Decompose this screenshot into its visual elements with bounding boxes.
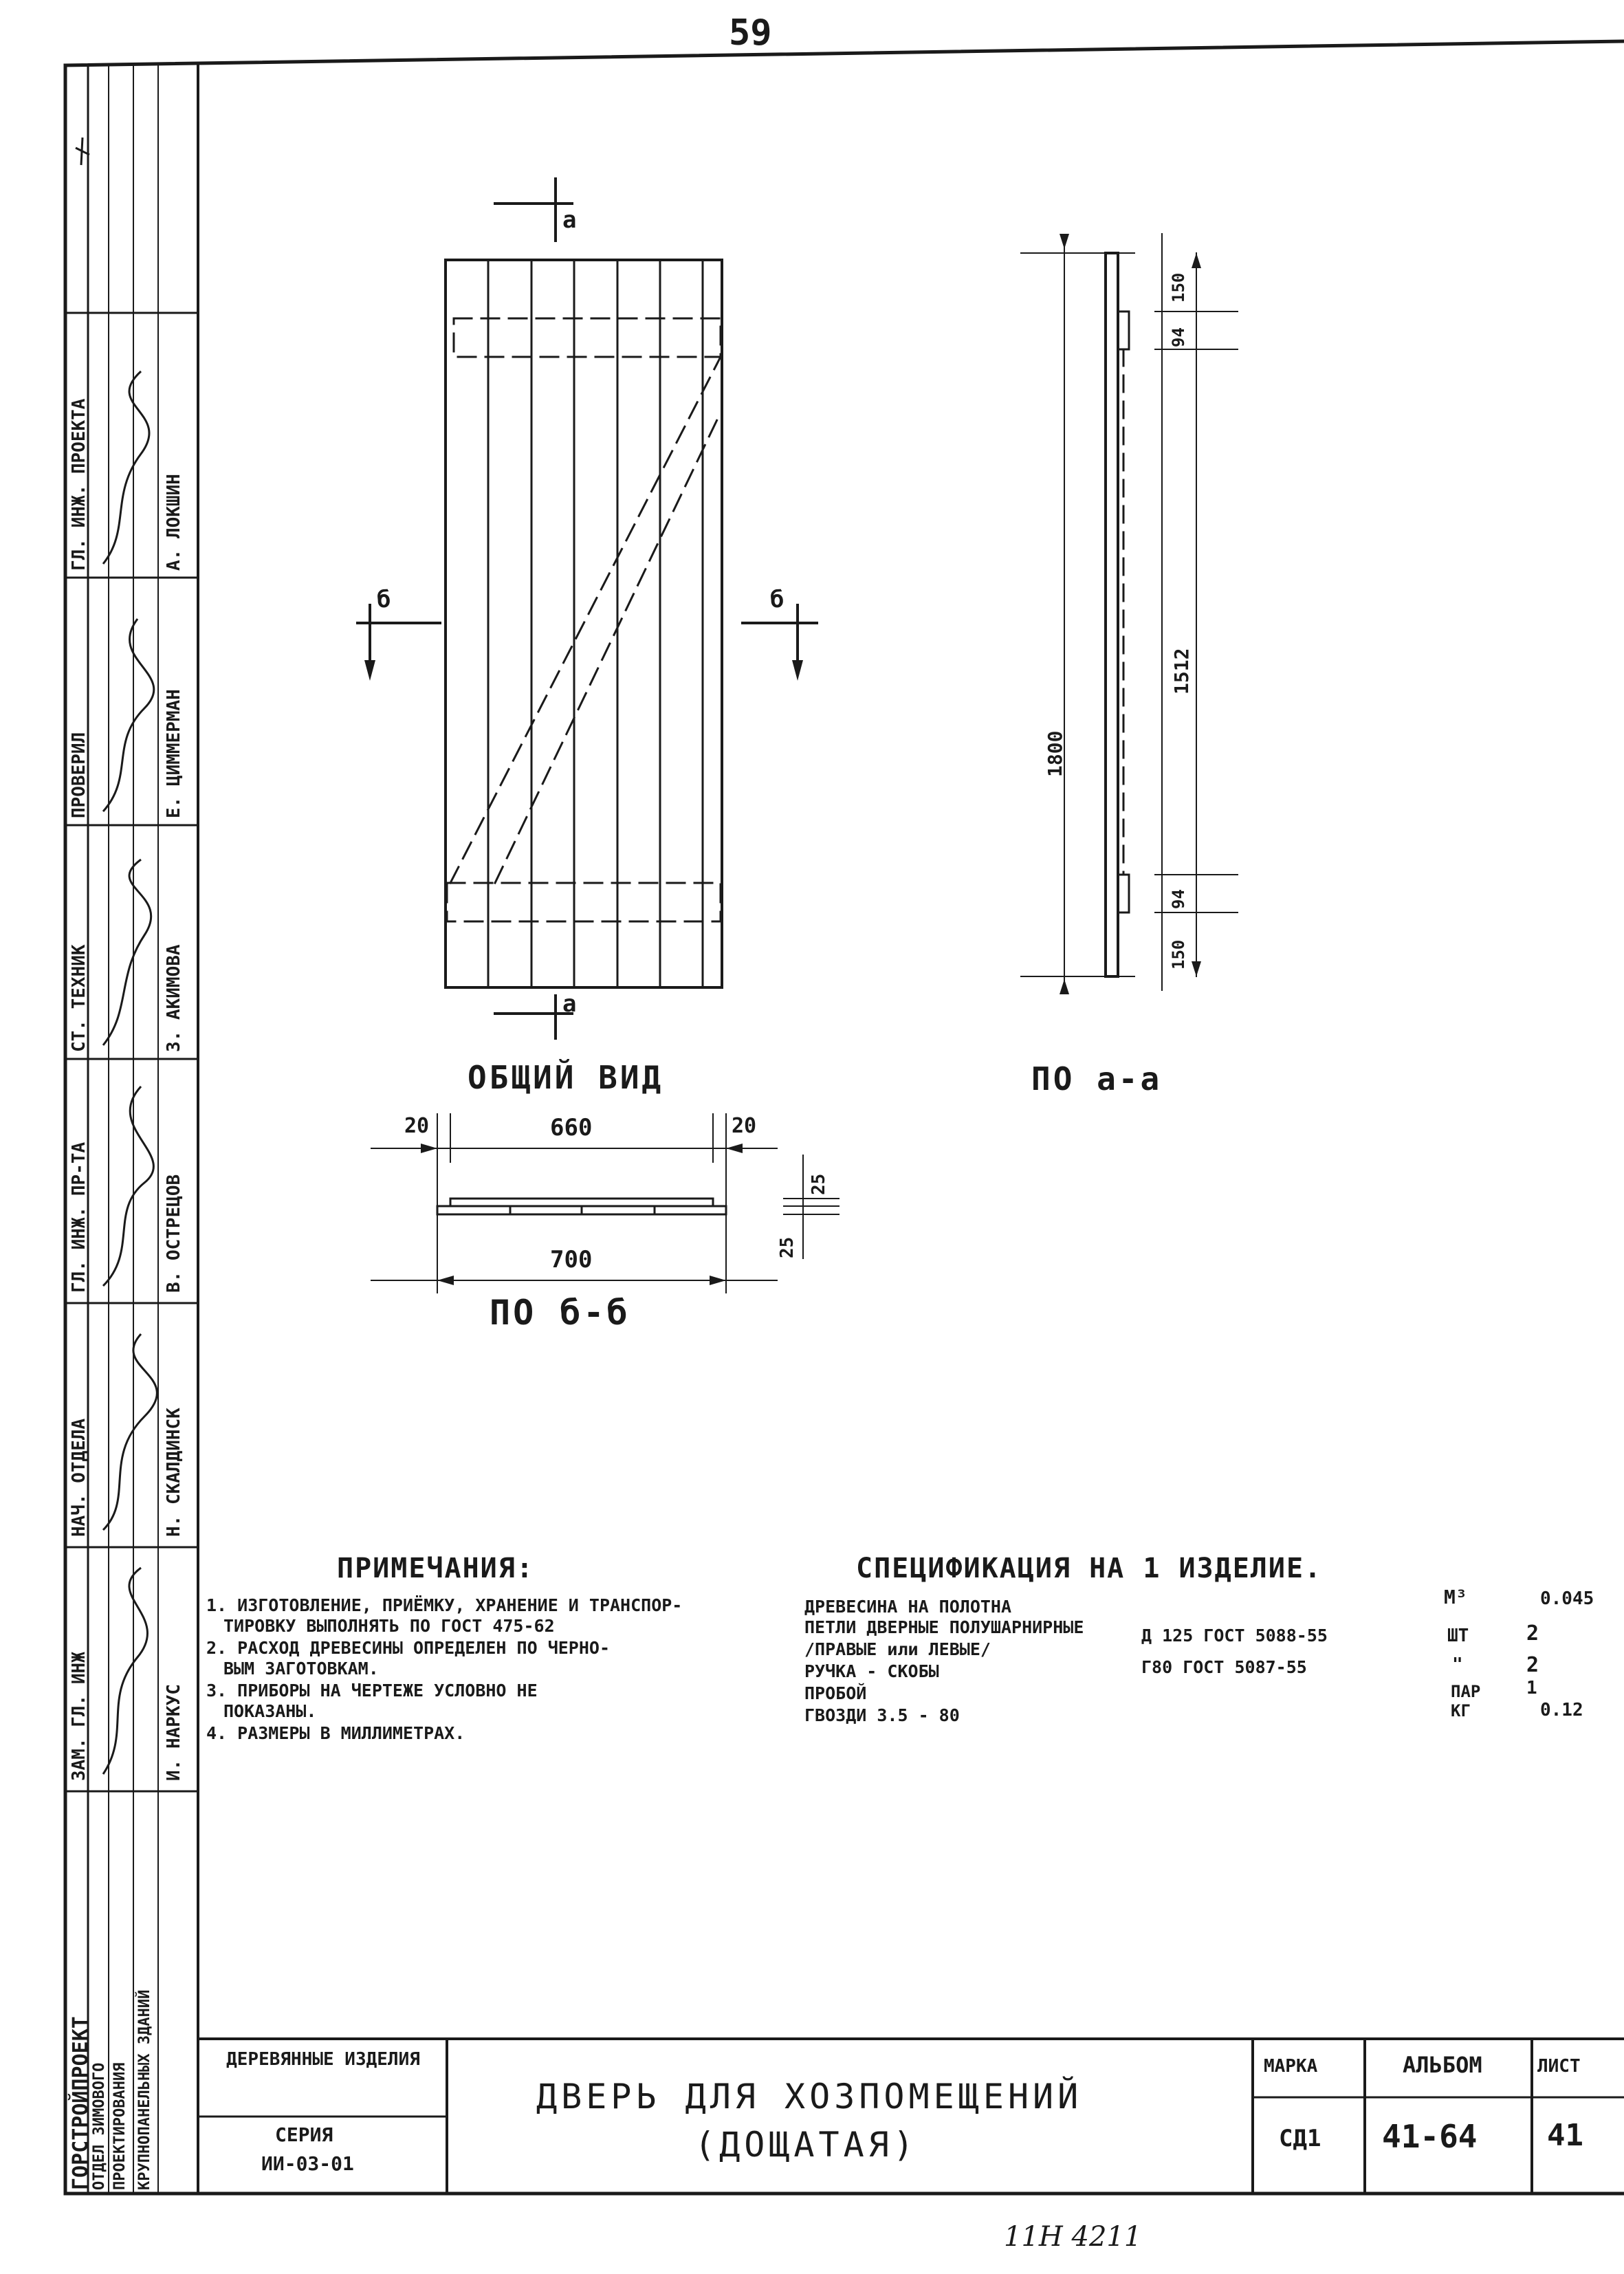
org-line-3: ПРОЕКТИРОВАНИЯ (111, 2062, 129, 2190)
tb-album-label: АЛЬБОМ (1403, 2052, 1482, 2078)
spec-name-5: ПРОБОЙ (804, 1683, 867, 1703)
tb-mark-value: СД1 (1279, 2125, 1321, 2152)
spec-name-6: ГВОЗДИ 3.5 - 80 (804, 1705, 960, 1725)
dim-height-total: 1800 (1044, 730, 1066, 777)
spec-name-1: ДРЕВЕСИНА НА ПОЛОТНА (804, 1597, 1012, 1617)
note-line-2: ТИРОВКУ ВЫПОЛНЯТЬ ПО ГОСТ 475-62 (223, 1616, 555, 1636)
dim-edge-right: 20 (732, 1114, 757, 1138)
note-line-3: 2. РАСХОД ДРЕВЕСИНЫ ОПРЕДЕЛЕН ПО ЧЕРНО- (206, 1638, 610, 1658)
dim-thickness-b: 25 (777, 1236, 798, 1258)
note-line-5: 3. ПРИБОРЫ НА ЧЕРТЕЖЕ УСЛОВНО НЕ (206, 1681, 538, 1701)
role-gl-inzh-prta: ГЛ. ИНЖ. ПР-ТА (69, 1141, 89, 1293)
spec-name-2: ПЕТЛИ ДВЕРНЫЕ ПОЛУШАРНИРНЫЕ (804, 1617, 1084, 1637)
role-st-tehnik: СТ. ТЕХНИК (69, 944, 89, 1052)
tb-sheet-value: 41 (1547, 2118, 1583, 2153)
general-view-title: ОБЩИЙ ВИД (468, 1059, 664, 1096)
name-narkus: И. НАРКУС (164, 1684, 184, 1781)
org-line-4: КРУПНОПАНЕЛЬНЫХ ЗДАНИЙ (136, 1989, 153, 2190)
spec-std-4: Г80 ГОСТ 5087-55 (1141, 1657, 1307, 1677)
dim-total-width: 700 (550, 1246, 593, 1273)
section-b-marker-left: б (377, 586, 391, 613)
tb-series-label: СЕРИЯ (275, 2123, 333, 2146)
page-number: 59 (729, 12, 772, 54)
tb-album-value: 41-64 (1382, 2118, 1478, 2155)
tb-series-value: ИИ-03-01 (261, 2152, 354, 2175)
name-skaldinsk: Н. СКАЛДИНСК (164, 1408, 184, 1537)
spec-title: СПЕЦИФИКАЦИЯ НА 1 ИЗДЕЛИЕ. (856, 1553, 1323, 1584)
section-bb-title: ПО б-б (490, 1293, 630, 1333)
org-line-1: ГОРСТРОЙПРОЕКТ (69, 2016, 93, 2190)
notes-title: ПРИМЕЧАНИЯ: (337, 1553, 534, 1584)
tb-title-line1: ДВЕРЬ ДЛЯ ХОЗПОМЕЩЕНИЙ (536, 2077, 1083, 2117)
note-line-7: 4. РАЗМЕРЫ В МИЛЛИМЕТРАХ. (206, 1723, 465, 1743)
dim-inner-width: 660 (550, 1114, 593, 1141)
dim-edge-left: 20 (404, 1114, 430, 1138)
dim-middle-length: 1512 (1170, 648, 1193, 695)
role-zam-gl-inzh: ЗАМ. ГЛ. ИНЖ (69, 1652, 89, 1781)
role-gl-inzh-proekta: ГЛ. ИНЖ. ПРОЕКТА (69, 398, 89, 571)
spec-name-3: /ПРАВЫЕ или ЛЕВЫЕ/ (804, 1639, 991, 1659)
dim-thickness-a: 25 (809, 1173, 829, 1195)
spec-unit-6: КГ (1451, 1701, 1471, 1720)
spec-unit-3: ШТ (1447, 1626, 1469, 1646)
note-line-4: ВЫМ ЗАГОТОВКАМ. (223, 1659, 379, 1679)
spec-std-3: Д 125 ГОСТ 5088-55 (1141, 1626, 1328, 1646)
role-nach-otdela: НАЧ. ОТДЕЛА (69, 1418, 89, 1537)
section-a-marker-bottom: а (562, 990, 577, 1018)
tb-mark-label: МАРКА (1264, 2056, 1318, 2077)
name-tsimmerman: Е. ЦИММЕРМАН (164, 689, 184, 818)
spec-unit-1: М³ (1444, 1586, 1467, 1608)
dim-top-94: 94 (1169, 327, 1188, 347)
name-ostretsov: В. ОСТРЕЦОВ (164, 1174, 184, 1293)
tb-title-line2: (ДОЩАТАЯ) (694, 2125, 918, 2165)
spec-qty-6: 0.12 (1540, 1700, 1583, 1720)
side-view-title: ПО а-а (1031, 1060, 1163, 1097)
section-a-marker-top: а (562, 206, 577, 234)
spec-unit-4: " (1452, 1654, 1463, 1675)
dim-bottom-94: 94 (1169, 889, 1188, 909)
role-proveril: ПРОВЕРИЛ (69, 732, 89, 818)
name-akimova: З. АКИМОВА (164, 944, 184, 1052)
section-b-marker-right: б (770, 586, 784, 613)
dim-bottom-150: 150 (1169, 939, 1188, 970)
spec-qty-5: 1 (1526, 1678, 1537, 1698)
note-line-1: 1. ИЗГОТОВЛЕНИЕ, ПРИЁМКУ, ХРАНЕНИЕ И ТРАНСПОР- (206, 1595, 683, 1615)
dim-top-150: 150 (1169, 272, 1188, 303)
spec-qty-1: 0.045 (1540, 1588, 1594, 1609)
tb-category (213, 2048, 433, 2071)
tb-category-text: ДЕРЕВЯННЫЕ ИЗДЕЛИЯ (226, 2049, 420, 2070)
tb-sheet-label: ЛИСТ (1537, 2056, 1581, 2077)
spec-name-4: РУЧКА - СКОБЫ (804, 1661, 939, 1681)
spec-qty-3: 2 (1526, 1621, 1539, 1646)
spec-unit-5: ПАР (1451, 1682, 1481, 1701)
handwritten-footer: 11Н 4211 (1004, 2221, 1142, 2253)
note-line-6: ПОКАЗАНЫ. (223, 1701, 317, 1721)
name-lokshin: А. ЛОКШИН (164, 474, 184, 571)
spec-qty-4: 2 (1526, 1653, 1539, 1677)
org-line-2: ОТДЕЛ ЗИМОВОГО (91, 2062, 108, 2190)
